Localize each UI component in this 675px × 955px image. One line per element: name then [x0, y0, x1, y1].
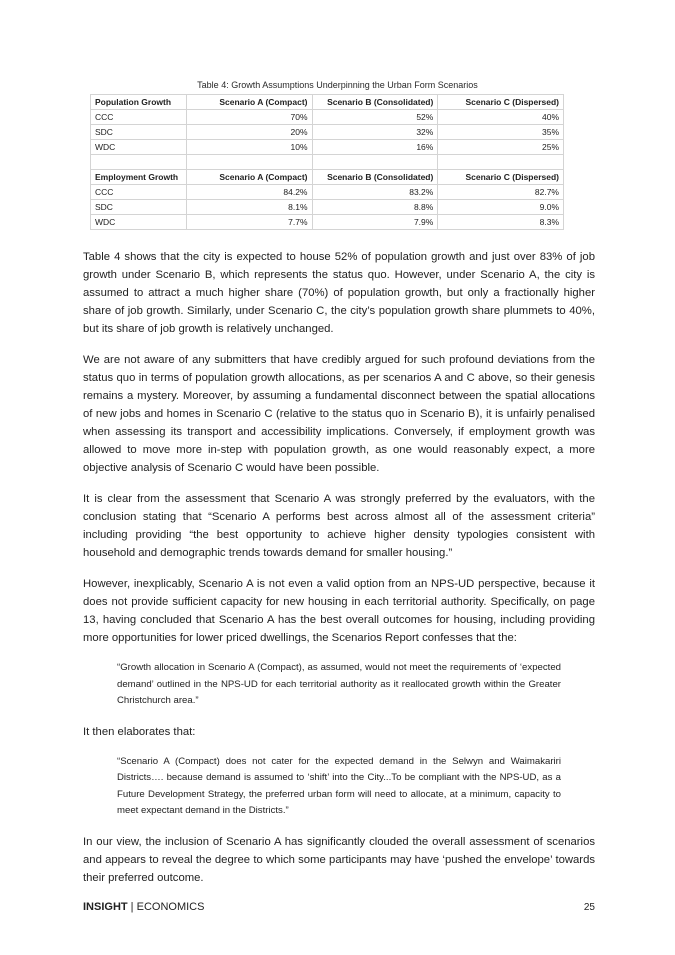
table-header-cell: Scenario A (Compact)	[186, 170, 312, 185]
table-spacer-row	[91, 155, 564, 170]
table-cell: 8.3%	[438, 215, 564, 230]
footer-brand-bold: INSIGHT	[83, 901, 128, 913]
table-cell: CCC	[91, 185, 187, 200]
table-cell: CCC	[91, 110, 187, 125]
table-header-cell: Employment Growth	[91, 170, 187, 185]
table-header-cell: Population Growth	[91, 95, 187, 110]
body-text	[83, 248, 595, 900]
table-caption: Table 4: Growth Assumptions Underpinning the Urban Form Scenarios	[197, 80, 478, 90]
table-cell: SDC	[91, 200, 187, 215]
table-cell: 7.9%	[312, 215, 438, 230]
table-cell: 10%	[186, 140, 312, 155]
table-row	[91, 125, 564, 140]
paragraph: However, inexplicably, Scenario A is not even a valid option from an NPS-UD perspective, because it does not provide sufficient capacity for new housing in each territorial authority. Specifically, on page 13, having concluded that Scenario A has the best overall outcomes for housing, including providing more opportunities for lower priced dwellings, the Scenarios Report confesses that the:	[83, 578, 595, 644]
table-cell: 8.8%	[312, 200, 438, 215]
table-header-cell: Scenario B (Consolidated)	[312, 170, 438, 185]
page-number: 25	[583, 902, 595, 913]
table-cell: 83.2%	[312, 185, 438, 200]
table-header-cell: Scenario C (Dispersed)	[438, 170, 564, 185]
footer-brand	[83, 901, 204, 913]
table-cell: 9.0%	[438, 200, 564, 215]
paragraph: It is clear from the assessment that Scenario A was strongly preferred by the evaluators, with the conclusion stating that “Scenario A performs best across almost all of the assessment criteria” including providing “the best opportunity to achieve higher density typologies consistent with household and demographic trends towards demand for smaller housing.”	[83, 493, 595, 559]
footer-separator: |	[127, 901, 137, 913]
table-row	[91, 185, 564, 200]
table-cell: 70%	[186, 110, 312, 125]
table-cell: 32%	[312, 125, 438, 140]
table-cell: 35%	[438, 125, 564, 140]
table-row	[91, 200, 564, 215]
block-quote: “Scenario A (Compact) does not cater for the expected demand in the Selwyn and Waimakariri Districts…. because demand is assumed to ‘shift’ into the City...To be compliant with the NPS-UD, as a Future Development Strategy, the preferred urban form will need to allocate, at a minimum, capacity to meet expectant demand in the Districts.”	[117, 755, 561, 816]
table-cell: 84.2%	[186, 185, 312, 200]
table-header-row	[91, 170, 564, 185]
table-cell: 16%	[312, 140, 438, 155]
table-cell: 25%	[438, 140, 564, 155]
table-header-cell: Scenario C (Dispersed)	[438, 95, 564, 110]
table-cell: 52%	[312, 110, 438, 125]
table-row	[91, 140, 564, 155]
table-row	[91, 215, 564, 230]
table-cell: 82.7%	[438, 185, 564, 200]
table-header-row	[91, 95, 564, 110]
table-row	[91, 110, 564, 125]
table-cell: 7.7%	[186, 215, 312, 230]
table-cell: 8.1%	[186, 200, 312, 215]
paragraph: It then elaborates that:	[83, 725, 196, 738]
paragraph: In our view, the inclusion of Scenario A has significantly clouded the overall assessment of scenarios and appears to reveal the degree to which some participants may have ‘pushed the envelope’ towards their preferred outcome.	[83, 835, 595, 884]
table-header-cell: Scenario B (Consolidated)	[312, 95, 438, 110]
block-quote: “Growth allocation in Scenario A (Compact), as assumed, would not meet the requirements of ‘expected demand’ outlined in the NPS-UD for each territorial authority as it reallocated growth within the Greater Christchurch area.”	[117, 662, 561, 706]
footer-brand-rest: ECONOMICS	[136, 901, 205, 913]
table-header-cell: Scenario A (Compact)	[186, 95, 312, 110]
table-cell: 40%	[438, 110, 564, 125]
table-cell: 20%	[186, 125, 312, 140]
paragraph: Table 4 shows that the city is expected to house 52% of population growth and just over 83% of job growth under Scenario B, which represents the status quo. However, under Scenario A, the city is assumed to attract a much higher share (70%) of population growth, but only a fractionally higher share of job growth. Similarly, under Scenario C, the city’s population growth share plummets to 40%, but its share of job growth is relatively unchanged.	[83, 251, 595, 335]
paragraph: We are not aware of any submitters that have credibly argued for such profound deviations from the status quo in terms of population growth allocations, as per scenarios A and C above, so their genesis remains a mystery. Moreover, by assuming a fundamental disconnect between the spatial allocations of new jobs and homes in Scenario C (relative to the status quo in Scenario B), it is unfairly penalised when assessing its transport and accessibility implications. Conversely, if employment growth was allowed to move more in-step with population growth, as one would reasonably expect, a more objective analysis of Scenario C would have been possible.	[83, 354, 595, 474]
growth-assumptions-table	[90, 94, 564, 230]
table-cell: WDC	[91, 140, 187, 155]
table-cell: WDC	[91, 215, 187, 230]
table-cell: SDC	[91, 125, 187, 140]
